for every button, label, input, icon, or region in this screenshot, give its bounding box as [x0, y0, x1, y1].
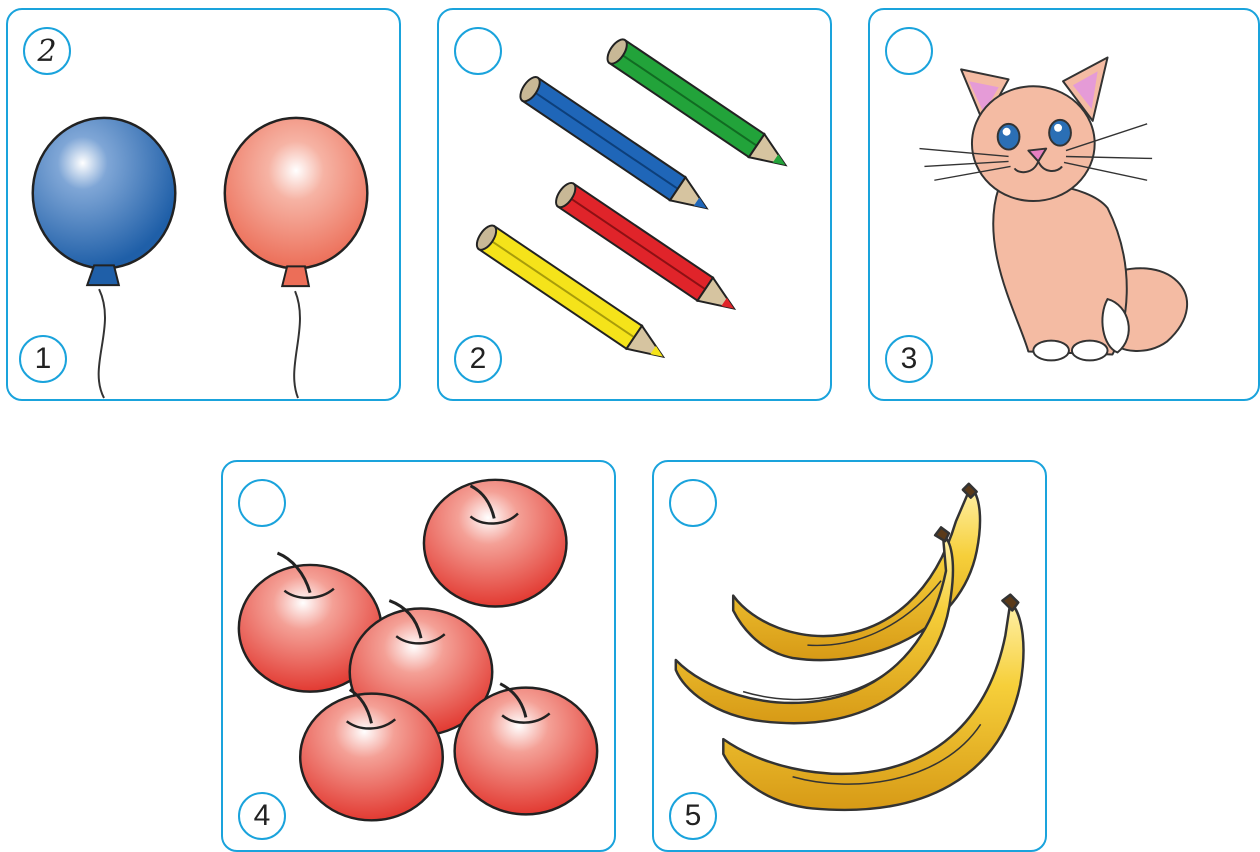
- card-pencils: [437, 8, 832, 401]
- balloons-illustration: [8, 10, 399, 399]
- card-cat: [868, 8, 1260, 401]
- card-number: 4: [238, 792, 286, 840]
- card-number: 5: [669, 792, 717, 840]
- apple: [424, 480, 567, 607]
- red-balloon: [225, 118, 368, 398]
- card-number: 3: [885, 335, 933, 383]
- answer-circle[interactable]: [669, 479, 717, 527]
- cat-illustration: [870, 10, 1258, 399]
- answer-circle[interactable]: 2: [23, 27, 71, 75]
- answer-circle[interactable]: [454, 27, 502, 75]
- cat: [919, 58, 1187, 361]
- apples-illustration: [223, 462, 614, 850]
- card-bananas: [652, 460, 1047, 852]
- answer-circle[interactable]: [885, 27, 933, 75]
- card-number: 2: [454, 335, 502, 383]
- card-balloons: [6, 8, 401, 401]
- card-apples: [221, 460, 616, 852]
- answer-circle[interactable]: [238, 479, 286, 527]
- pencils-illustration: [439, 10, 830, 399]
- card-number: 1: [19, 335, 67, 383]
- bananas-illustration: [654, 462, 1045, 850]
